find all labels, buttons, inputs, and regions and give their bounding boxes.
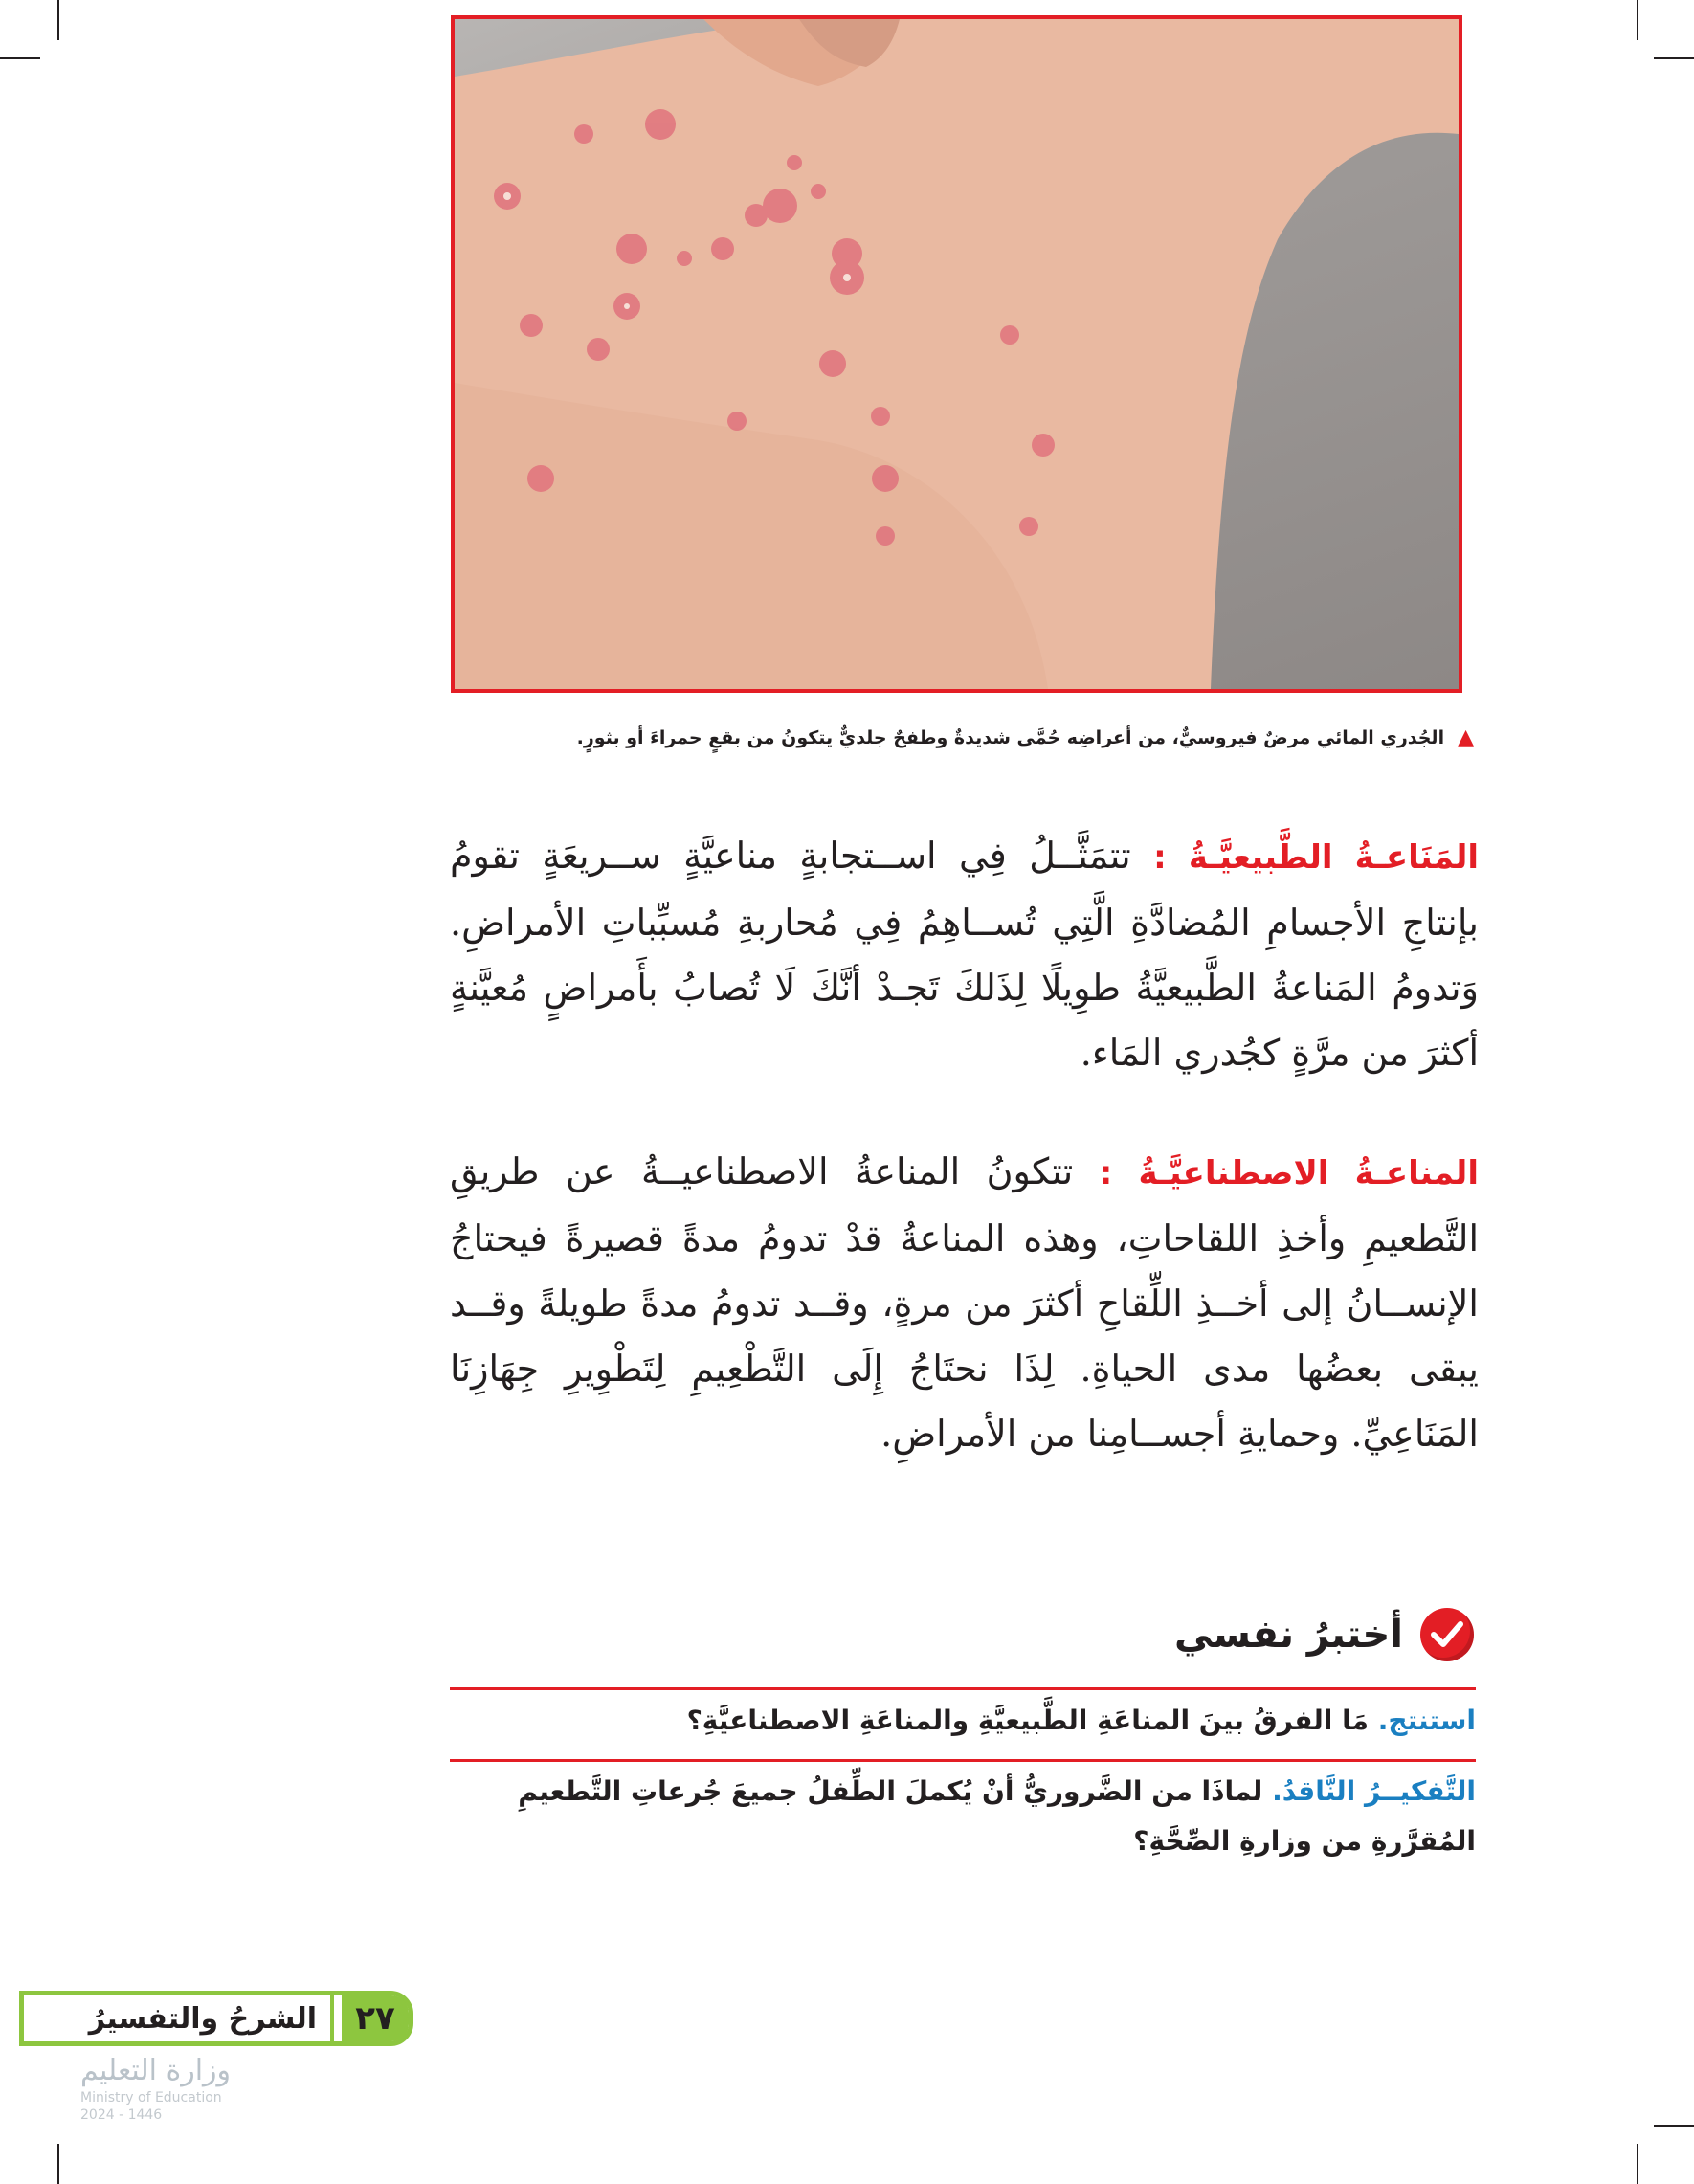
figure-caption <box>450 725 1474 749</box>
question-lead: التَّفكيــرُ النَّاقدُ. <box>1272 1775 1476 1807</box>
divider <box>450 1687 1476 1690</box>
paragraph-natural-immunity <box>450 823 1479 1085</box>
paragraph-artificial-immunity <box>450 1139 1479 1466</box>
section-label: الشرحُ والتفسيرُ <box>88 2001 317 2036</box>
self-check-heading <box>1053 1608 1474 1661</box>
question-2 <box>450 1767 1476 1866</box>
chickenpox-photo <box>451 15 1462 693</box>
question-text: لماذَا من الضَّروريُّ أنْ يُكملَ الطِّفلُ جميعَ جُرعاتِ التَّطعيمِ المُقرَّرةِ من وزارةِ الصِّحَّةِ؟ <box>518 1775 1476 1857</box>
crop-mark <box>1637 0 1638 40</box>
divider <box>450 1759 1476 1762</box>
checkmark-icon <box>1420 1608 1474 1661</box>
edition-year: 2024 - 1446 <box>80 2107 163 2123</box>
crop-mark <box>1637 2144 1638 2184</box>
self-check-title: أختبرُ نفسي <box>1174 1613 1403 1657</box>
footer-divider <box>330 1995 342 2041</box>
crop-mark <box>0 57 40 59</box>
page-footer <box>19 1991 413 2046</box>
page-number: ٢٧ <box>342 1995 409 2041</box>
term-artificial-immunity: المناعـةُ الاصطناعيَّـةُ : <box>1099 1154 1479 1192</box>
question-text: مَا الفرقُ بينَ المناعَةِ الطَّبيعيَّةِ والمناعَةِ الاصطناعيَّةِ؟ <box>686 1705 1378 1736</box>
paragraph-text: تتمَثَّــلُ فِي اســتجابةٍ مناعيَّةٍ ســريعَةٍ تقومُ بإنتاجِ الأجسامِ المُضادَّةِ الَّتِي تُســاهِمُ فِي مُحاربةِ مُسبِّباتِ الأمراضِ. وَتدومُ المَناعةُ الطَّبيعيَّةُ طوِيلًا لِذَلكَ تَجـدْ أنَّكَ لَا تُصابُ بأَمراضٍ مُعيَّنةٍ أكثرَ من مرَّةٍ كجُدري المَاء. <box>450 835 1479 1074</box>
term-natural-immunity: المَنَاعـةُ الطَّبيعيَّـةُ : <box>1153 838 1479 877</box>
crop-mark <box>57 2144 59 2184</box>
caption-text: الجُدري المائي مرضٌ فيروسيٌّ، من أعراضِه حُمَّى شديدةٌ وطفحٌ جلديٌّ يتكونُ من بقعٍ حمراءَ أو بثورٍ. <box>576 727 1445 748</box>
ministry-english: Ministry of Education <box>80 2090 222 2106</box>
paragraph-text: تتكونُ المناعةُ الاصطناعيــةُ عن طريقِ التَّطعيمِ وأخذِ اللقاحاتِ، وهذه المناعةُ قدْ تدومُ مدةً قصيرةً فيحتاجُ الإنســانُ إلى أخــذِ اللِّقاحِ أكثرَ من مرةٍ، وقــد تدومُ مدةً طويلةً وقــد يبقى بعضُها مدى الحياةِ. لِذَا نحتَاجُ إِلَى التَّطْعِيمِ لِتَطْوِيرِ جِهَازِنَا المَنَاعِيِّ. وحمايةِ أجســامِنا من الأمراضِ. <box>450 1150 1479 1455</box>
caption-triangle-icon: ▲ <box>1458 725 1474 749</box>
crop-mark <box>57 0 59 40</box>
question-1 <box>450 1696 1476 1746</box>
ministry-logo-text: وزارة التعليم <box>80 2054 232 2087</box>
crop-mark <box>1654 57 1694 59</box>
crop-mark <box>1654 2125 1694 2127</box>
question-lead: استنتج. <box>1377 1705 1476 1736</box>
